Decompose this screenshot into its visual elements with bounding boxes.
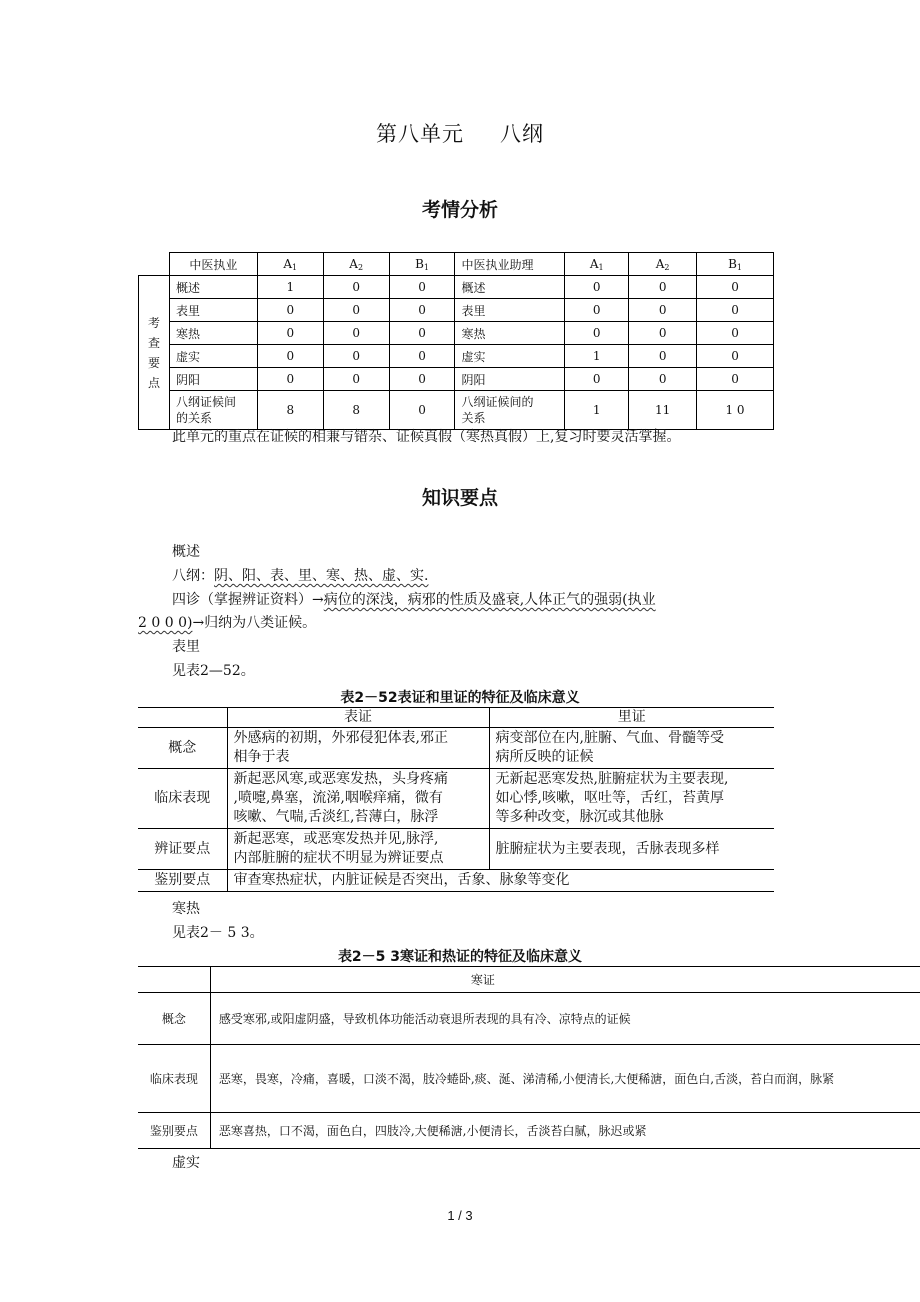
header-cell: $A_1$ — [257, 253, 323, 276]
row-label: 表里 — [169, 299, 257, 322]
header-cell: 表证 — [227, 708, 489, 728]
table2-caption: 表2－52表证和里证的特征及临床意义 — [340, 690, 580, 706]
row-label: 概述 — [455, 276, 565, 299]
xushi-heading: 虚实 — [172, 1155, 200, 1171]
cell: 0 — [697, 299, 774, 322]
table-row — [138, 1113, 920, 1149]
row-label: 八纲证候间的 关系 — [455, 391, 565, 430]
cell: 0 — [629, 322, 697, 345]
header-cell: 中医执业 — [169, 253, 257, 276]
header-cell: 寒证 — [210, 967, 920, 993]
sizhen-cont-rest: →归纳为八类证候。 — [192, 615, 317, 631]
overview-heading: 概述 — [172, 544, 200, 560]
header-cell: $A_2$ — [629, 253, 697, 276]
cell: 0 — [629, 276, 697, 299]
cell: 1 — [565, 345, 629, 368]
table-header-row — [138, 967, 920, 993]
summary-note: 此单元的重点在证候的相兼与错杂、证候真假（寒热真假）上,复习时要灵活掌握。 — [172, 429, 681, 445]
cell: 0 — [629, 299, 697, 322]
row-label: 辨证要点 — [138, 829, 227, 870]
cell: 0 — [565, 299, 629, 322]
unit-number: 第八单元 — [376, 122, 464, 146]
page-number: 1 / 3 — [447, 1208, 473, 1223]
cell: 0 — [697, 345, 774, 368]
cell: 0 — [389, 391, 455, 430]
cell: 恶寒喜热，口不渴，面色白，四肢冷,大便稀溏,小便清长，舌淡苔白腻，脉迟或紧 — [210, 1113, 920, 1149]
row-label: 鉴别要点 — [138, 1113, 210, 1149]
cell: 8 — [323, 391, 389, 430]
table-row — [139, 391, 774, 430]
cell: 0 — [389, 368, 455, 391]
table-row — [138, 870, 774, 892]
header-cell: 里证 — [489, 708, 774, 728]
header-cell: $A_1$ — [565, 253, 629, 276]
sizhen-cont-underlined: 2 0 0 0) — [138, 615, 193, 631]
sizhen-continued — [138, 614, 316, 632]
unit-name: 八纲 — [500, 122, 544, 146]
cell: 0 — [257, 345, 323, 368]
cell: 0 — [389, 276, 455, 299]
row-label: 临床表现 — [138, 769, 227, 829]
table-row — [139, 276, 774, 299]
bagang-items: 阴、阳、表、里、寒、热、虚、实. — [214, 568, 429, 584]
cell: 0 — [323, 345, 389, 368]
cell: 外感病的初期，外邪侵犯体表,邪正 相争于表 — [227, 728, 489, 769]
cell: 0 — [323, 368, 389, 391]
row-label: 虚实 — [169, 345, 257, 368]
table-row — [138, 1045, 920, 1113]
row-label: 概述 — [169, 276, 257, 299]
cell: 0 — [323, 299, 389, 322]
biaoli-table — [138, 707, 774, 892]
bagang-prefix: 八纲： — [172, 568, 214, 584]
cell: 1 — [257, 276, 323, 299]
side-label: 考 查 要 点 — [139, 276, 170, 430]
table-header-row — [138, 708, 774, 728]
row-label: 鉴别要点 — [138, 870, 227, 892]
cell: 脏腑症状为主要表现，舌脉表现多样 — [489, 829, 774, 870]
cell: 感受寒邪,或阳虚阴盛，导致机体功能活动衰退所表现的具有冷、凉特点的证候 — [210, 993, 920, 1045]
biaoli-heading: 表里 — [172, 639, 200, 655]
header-cell: $B_1$ — [697, 253, 774, 276]
cell: 0 — [565, 322, 629, 345]
hanre-table — [138, 966, 920, 1149]
cell: 0 — [697, 276, 774, 299]
row-label: 临床表现 — [138, 1045, 210, 1113]
cell: 0 — [257, 368, 323, 391]
table-row — [138, 993, 920, 1045]
table-row — [138, 769, 774, 829]
table-row — [139, 299, 774, 322]
cell: 病变部位在内,脏腑、气血、骨髓等受 病所反映的证候 — [489, 728, 774, 769]
cell: 1 0 — [697, 391, 774, 430]
cell: 新起恶寒，或恶寒发热并见,脉浮, 内部脏腑的症状不明显为辨证要点 — [227, 829, 489, 870]
table-row — [139, 368, 774, 391]
row-label: 八纲证候间 的关系 — [169, 391, 257, 430]
cell: 0 — [257, 299, 323, 322]
exam-analysis-table — [138, 252, 774, 430]
section-title-knowledge-points: 知识要点 — [421, 487, 498, 509]
table-header-row — [139, 253, 774, 276]
row-label: 表里 — [455, 299, 565, 322]
header-cell: 中医执业助理 — [455, 253, 565, 276]
cell: 恶寒，畏寒，冷痛，喜暖，口淡不渴，肢冷蜷卧,痰、涎、涕清稀,小便清长,大便稀溏，面色白,舌淡，苔白而润，脉紧 — [210, 1045, 920, 1113]
row-label: 寒热 — [169, 322, 257, 345]
row-label: 阴阳 — [455, 368, 565, 391]
row-label: 虚实 — [455, 345, 565, 368]
sizhen-underlined: 病位的深浅，病邪的性质及盛衰,人体正气的强弱(执业 — [323, 592, 656, 608]
header-cell: $A_2$ — [323, 253, 389, 276]
table-row — [138, 829, 774, 870]
cell: 0 — [389, 299, 455, 322]
row-label: 概念 — [138, 993, 210, 1045]
cell: 无新起恶寒发热,脏腑症状为主要表现, 如心悸,咳嗽，呕吐等，舌红，苔黄厚 等多种改变，脉沉或其他脉 — [489, 769, 774, 829]
cell: 0 — [697, 322, 774, 345]
cell: 0 — [629, 368, 697, 391]
bagang-line — [172, 567, 428, 585]
cell: 8 — [257, 391, 323, 430]
cell: 1 — [565, 391, 629, 430]
cell: 11 — [629, 391, 697, 430]
cell: 新起恶风寒,或恶寒发热，头身疼痛 ,喷嚏,鼻塞，流涕,咽喉痒痛，微有 咳嗽、气喘,舌淡红,苔薄白，脉浮 — [227, 769, 489, 829]
hanre-heading: 寒热 — [172, 901, 200, 917]
cell: 0 — [697, 368, 774, 391]
cell: 0 — [565, 368, 629, 391]
sizhen-line — [172, 591, 656, 609]
table-row — [138, 728, 774, 769]
cell: 0 — [389, 345, 455, 368]
row-label: 寒热 — [455, 322, 565, 345]
cell: 0 — [565, 276, 629, 299]
cell: 0 — [629, 345, 697, 368]
row-label: 阴阳 — [169, 368, 257, 391]
table-row — [139, 345, 774, 368]
hanre-ref: 见表2－ 5 3。 — [172, 925, 264, 941]
cell: 0 — [257, 322, 323, 345]
sizhen-prefix: 四诊（掌握辨证资料）→ — [172, 592, 324, 608]
cell: 0 — [389, 322, 455, 345]
table3-caption: 表2－5 3寒证和热证的特征及临床意义 — [337, 949, 583, 965]
cell: 0 — [323, 322, 389, 345]
biaoli-ref: 见表2—52。 — [172, 663, 255, 679]
cell: 审查寒热症状，内脏证候是否突出，舌象、脉象等变化 — [227, 870, 774, 892]
cell: 0 — [323, 276, 389, 299]
table-row — [139, 322, 774, 345]
unit-title — [0, 118, 920, 148]
header-cell: $B_1$ — [389, 253, 455, 276]
section-title-exam-analysis: 考情分析 — [421, 199, 498, 221]
row-label: 概念 — [138, 728, 227, 769]
